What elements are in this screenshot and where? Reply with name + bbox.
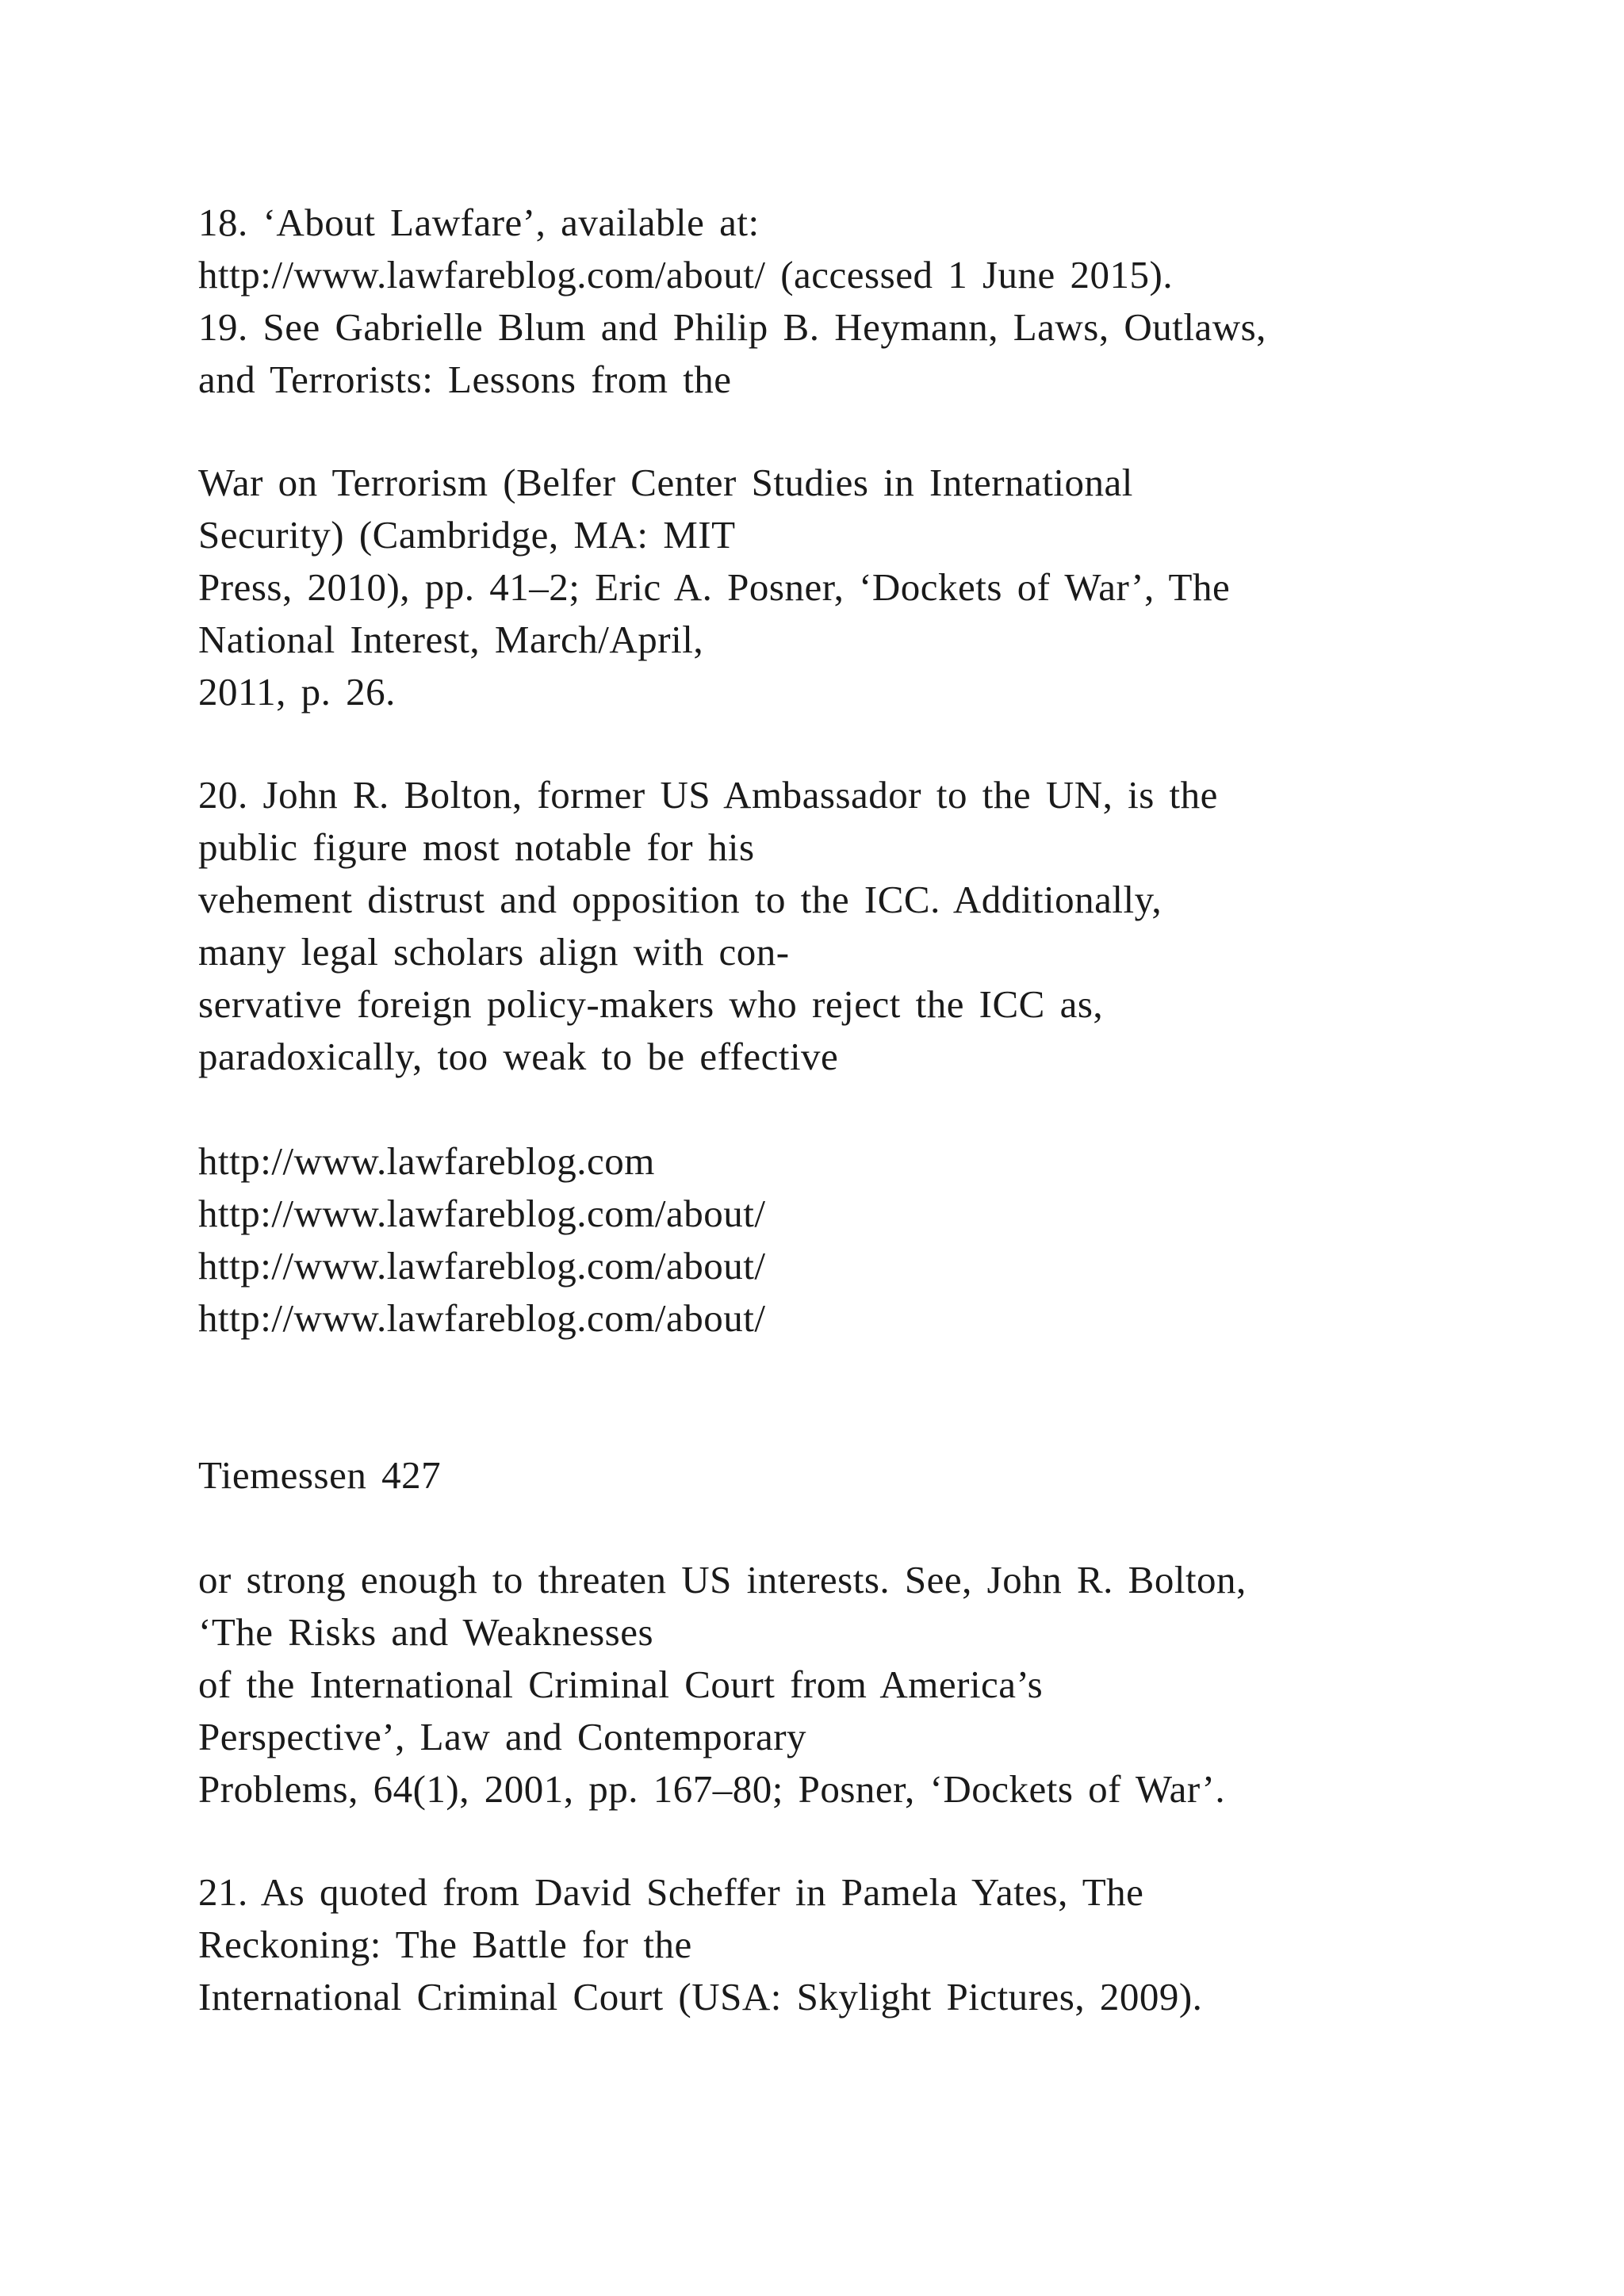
url-text: http://www.lawfareblog.com/about/ bbox=[198, 1192, 766, 1235]
text-line: paradoxically, too weak to be effective bbox=[198, 1035, 839, 1078]
text-line: Perspective’, Law and Contemporary bbox=[198, 1715, 807, 1758]
text-line: National Interest, March/April, bbox=[198, 618, 704, 661]
footnote-20-continued bbox=[198, 1554, 1594, 1816]
text-line: 21. As quoted from David Scheffer in Pamela Yates, The bbox=[198, 1870, 1144, 1914]
url-text: http://www.lawfareblog.com bbox=[198, 1139, 655, 1183]
text-line: and Terrorists: Lessons from the bbox=[198, 358, 732, 401]
text-line: or strong enough to threaten US interests. See, John R. Bolton, bbox=[198, 1558, 1247, 1601]
footnote-19-continued bbox=[198, 457, 1594, 718]
running-head-text: Tiemessen 427 bbox=[198, 1453, 442, 1497]
footnote-21 bbox=[198, 1866, 1594, 2023]
text-line: of the International Criminal Court from America’s bbox=[198, 1663, 1044, 1706]
text-line: public figure most notable for his bbox=[198, 825, 755, 869]
text-line: 2011, p. 26. bbox=[198, 670, 396, 714]
text-line: Press, 2010), pp. 41–2; Eric A. Posner, ‘Dockets of War’, The bbox=[198, 565, 1231, 609]
text-line: Problems, 64(1), 2001, pp. 167–80; Posner, ‘Dockets of War’. bbox=[198, 1767, 1226, 1811]
text-line: Security) (Cambridge, MA: MIT bbox=[198, 513, 736, 557]
text-line: vehement distrust and opposition to the ICC. Additionally, bbox=[198, 878, 1162, 921]
running-head bbox=[198, 1449, 1594, 1502]
text-line: War on Terrorism (Belfer Center Studies in International bbox=[198, 461, 1133, 504]
text-line: 19. See Gabrielle Blum and Philip B. Heymann, Laws, Outlaws, bbox=[198, 305, 1266, 349]
text-line: http://www.lawfareblog.com/about/ (accessed 1 June 2015). bbox=[198, 253, 1174, 297]
url-text: http://www.lawfareblog.com/about/ bbox=[198, 1244, 766, 1288]
url-list bbox=[198, 1135, 1594, 1345]
footnote-20 bbox=[198, 769, 1594, 1083]
text-line: many legal scholars align with con- bbox=[198, 930, 790, 974]
text-line: ‘The Risks and Weaknesses bbox=[198, 1610, 654, 1654]
text-line: servative foreign policy-makers who reject the ICC as, bbox=[198, 982, 1104, 1026]
text-line: 20. John R. Bolton, former US Ambassador to the UN, is the bbox=[198, 773, 1218, 817]
text-line: International Criminal Court (USA: Skylight Pictures, 2009). bbox=[198, 1975, 1203, 2019]
text-line: 18. ‘About Lawfare’, available at: bbox=[198, 201, 760, 244]
text-line: Reckoning: The Battle for the bbox=[198, 1923, 692, 1966]
url-text: http://www.lawfareblog.com/about/ bbox=[198, 1296, 766, 1340]
footnote-18-19 bbox=[198, 197, 1594, 406]
